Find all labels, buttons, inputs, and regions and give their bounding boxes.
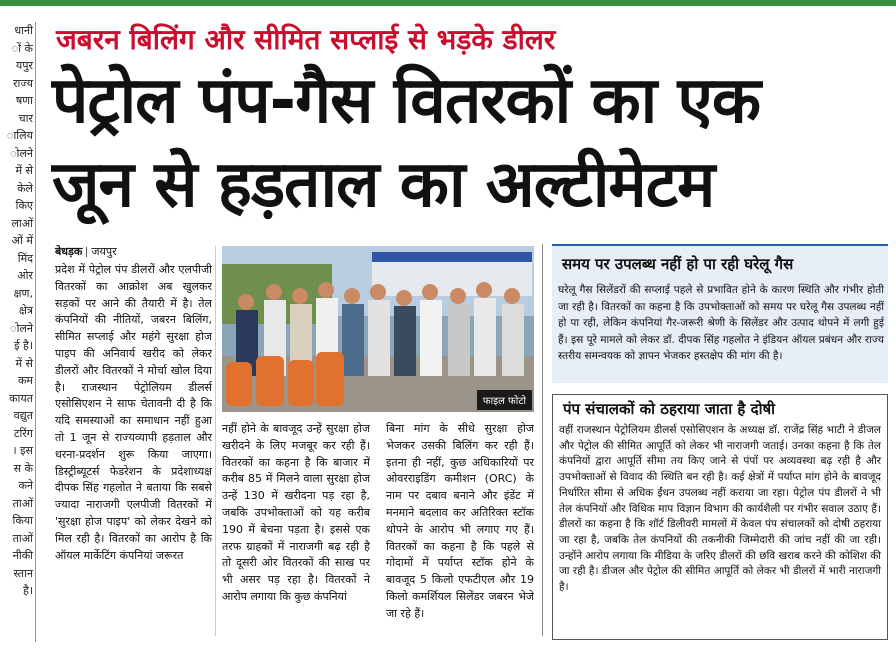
- sidebar-box-pump-operators: [552, 394, 888, 640]
- main-headline-line1: पेट्रोल पंप-गैस वितरकों का एक: [52, 64, 761, 138]
- sidebar-divider: [542, 244, 543, 636]
- top-color-strip: [0, 0, 896, 6]
- photo-caption: फाइल फोटो: [477, 390, 532, 410]
- fragment-line: ई है।: [14, 339, 33, 352]
- fragment-line: किया: [12, 514, 33, 527]
- fragment-line: वद्युत: [13, 409, 33, 422]
- fragment-line: चार: [18, 111, 33, 125]
- fragment-line: ओर: [17, 269, 33, 282]
- fragment-line: क्षण,: [13, 286, 33, 300]
- kicker-headline: जबरन बिलिंग और सीमित सप्लाई से भड़के डीलर: [56, 23, 556, 56]
- fragment-line: ों के: [11, 41, 33, 55]
- byline: [55, 244, 117, 260]
- fragment-line: कम: [17, 374, 33, 387]
- box1-title: समय पर उपलब्ध नहीं हो पा रही घरेलू गैस: [562, 255, 794, 273]
- fragment-line: ोलने: [10, 321, 33, 335]
- fragment-line: कने: [18, 479, 33, 492]
- fragment-line: मिंद: [17, 251, 33, 265]
- box2-text: वहीं राजस्थान पेट्रोलियम डीलर्स एसोसिएशन के अध्यक्ष डॉ. राजेंद्र सिंह भाटी ने डीजल और पेट्रोल की सीमित आपूर्ति को लेकर भी नाराजगी जताई। उनका कहना है कि तेल कंपनियों द्वारा आपूर्ति सीमा तय किए जाने से पंपों पर अव्यवस्था बढ़ रही है और उपभोक्ताओं से विवाद की स्थिति बन रही है। कई क्षेत्रों में पर्याप्त मांग होने के बावजूद निर्धारित सीमा से अधिक ईंधन उपलब्ध नहीं कराया जा रहा। पेट्रोल पंप डीलरों ने भी तेल कंपनियों और विधिक माप विज्ञान विभाग की कार्यशैली पर गंभीर सवाल उठाए हैं। डीलरों का कहना है कि शॉर्ट डिलीवरी मामलों में केवल पंप संचालकों को दोषी ठहराया जा रहा है, जबकि तेल कंपनियों की तकनीकी जिम्मेदारी की जांच नहीं की जा रही। उन्होंने आरोप लगाया कि मीडिया के जरिए डीलरों की छवि खराब करने की कोशिश की जा रही है। डीजल और पेट्रोल की सीमित आपूर्ति को लेकर भी डीलरों में भारी नाराजगी है।: [559, 424, 881, 594]
- box2-title: पंप संचालकों को ठहराया जाता है दोषी: [563, 400, 776, 418]
- fragment-line: ोलने: [10, 146, 33, 160]
- body-column-1: प्रदेश में पेट्रोल पंप डीलरों और एलपीजी वितरकों का आक्रोश अब खुलकर सड़कों पर आने की तैयारी में है। तेल कंपनियों की नीतियों, जबरन बिलिंग, सीमित सप्लाई और महंगे सुरक्षा होज पाइप की अनिवार्य खरीद को लेकर डीलरों और वितरकों ने मोर्चा खोल दिया है। राजस्थान पेट्रोलियम डीलर्स एसोसिएशन ने साफ चेतावनी दी है कि यदि समस्याओं का समाधान नहीं हुआ तो 1 जून से राज्यव्यापी हड़ताल और धरना-प्रदर्शन शुरू किया जाएगा। डिस्ट्रीब्यूटर्स फेडरेशन के प्रदेशाध्यक्ष दीपक सिंह गहलोत ने बताया कि सबसे ज्यादा नाराजगी एलपीजी वितरकों में 'सुरक्षा होज पाइप' को लेकर देखने को मिल रही है। वितरकों का आरोप है कि ऑयल मार्केटिंग कंपनियां जरूरत: [55, 263, 212, 562]
- fragment-line: है।: [22, 584, 33, 597]
- fragment-line: धानी: [14, 24, 33, 37]
- fragment-line: टरिंग: [13, 426, 33, 440]
- body-column-2: नहीं होने के बावजूद उन्हें सुरक्षा होज खरीदने के लिए मजबूर कर रही हैं। वितरकों का कहना है कि बाजार में करीब 85 में मिलने वाला सुरक्षा होज उन्हें 130 में खरीदना पड़ रहा है, जबकि उपभोक्ताओं को यह करीब 190 में बेचना पड़ता है। इससे एक तरफ ग्राहकों में नाराजगी बढ़ रही है तो दूसरी ओर वितरकों की साख पर भी असर पड़ रहा है। वितरकों ने आरोप लगाया कि कुछ कंपनियां: [222, 422, 370, 603]
- sidebar-box-domestic-gas: [552, 244, 888, 383]
- fragment-line: में से: [15, 356, 33, 370]
- main-headline-line2: जून से हड़ताल का अल्टीमेटम: [52, 148, 715, 222]
- fragment-line: । इस: [12, 444, 33, 457]
- fragment-line: स के: [13, 461, 33, 475]
- byline-location: जयपुर: [91, 245, 117, 258]
- protest-photo-icon: [222, 246, 534, 412]
- fragment-line: ओं में: [11, 234, 33, 247]
- fragment-line: क्षेत्र: [19, 304, 33, 317]
- fragment-line: कायत: [9, 391, 33, 405]
- box1-text: घरेलू गैस सिलेंडरों की सप्लाई पहले से प्रभावित होने के कारण स्थिति और गंभीर होती जा रही है। वितरकों का कहना है कि उपभोक्ताओं को समय पर घरेलू गैस उपलब्ध नहीं हो पा रही, लेकिन कंपनियां गैर-जरूरी श्रेणी के सिलेंडर और उत्पाद थोपने में लगी हुई हैं। इस पूरे मामले को लेकर डॉ. दीपक सिंह गहलोत ने इंडियन ऑयल प्रबंधन और राज्य स्तरीय समन्वयक को ज्ञापन भेजकर हस्तक्षेप की मांग की है।: [558, 284, 885, 362]
- fragment-line: नीकी: [12, 549, 33, 562]
- fragment-line: केले: [17, 181, 33, 195]
- fragment-line: किए: [15, 199, 33, 212]
- fragment-line: ालिय: [6, 129, 33, 142]
- fragment-line: यपुर: [15, 59, 33, 72]
- news-photo: [222, 246, 534, 412]
- fragment-line: षणा: [15, 94, 33, 107]
- column-divider: [215, 246, 216, 636]
- byline-divider: [86, 247, 87, 257]
- fragment-line: स्तान: [13, 566, 33, 580]
- fragment-line: ताओं: [12, 496, 33, 510]
- adjacent-article-fragment: [0, 22, 36, 642]
- body-column-3: बिना मांग के सीधे सुरक्षा होज भेजकर उसकी बिलिंग कर रही हैं। इतना ही नहीं, कुछ अधिकारियों पर ओवरराइडिंग कमीशन (ORC) के नाम पर दबाव बनाने और इंडेंट में मनमाने बदलाव कर अतिरिक्त स्टॉक थोपने के आरोप भी लगाए गए हैं। वितरकों का कहना है कि पहले से गोदामों में पर्याप्त स्टॉक होने के बावजूद 5 किलो एफटीएल और 19 किलो कमर्शियल सिलेंडर जबरन भेजे जा रहे हैं।: [386, 422, 534, 620]
- fragment-line: में से: [15, 164, 33, 177]
- fragment-line: लाओं: [11, 216, 33, 230]
- fragment-line: ताओं: [12, 531, 33, 545]
- byline-source: बेधड़क: [55, 245, 83, 258]
- fragment-line: राज्य: [12, 76, 33, 90]
